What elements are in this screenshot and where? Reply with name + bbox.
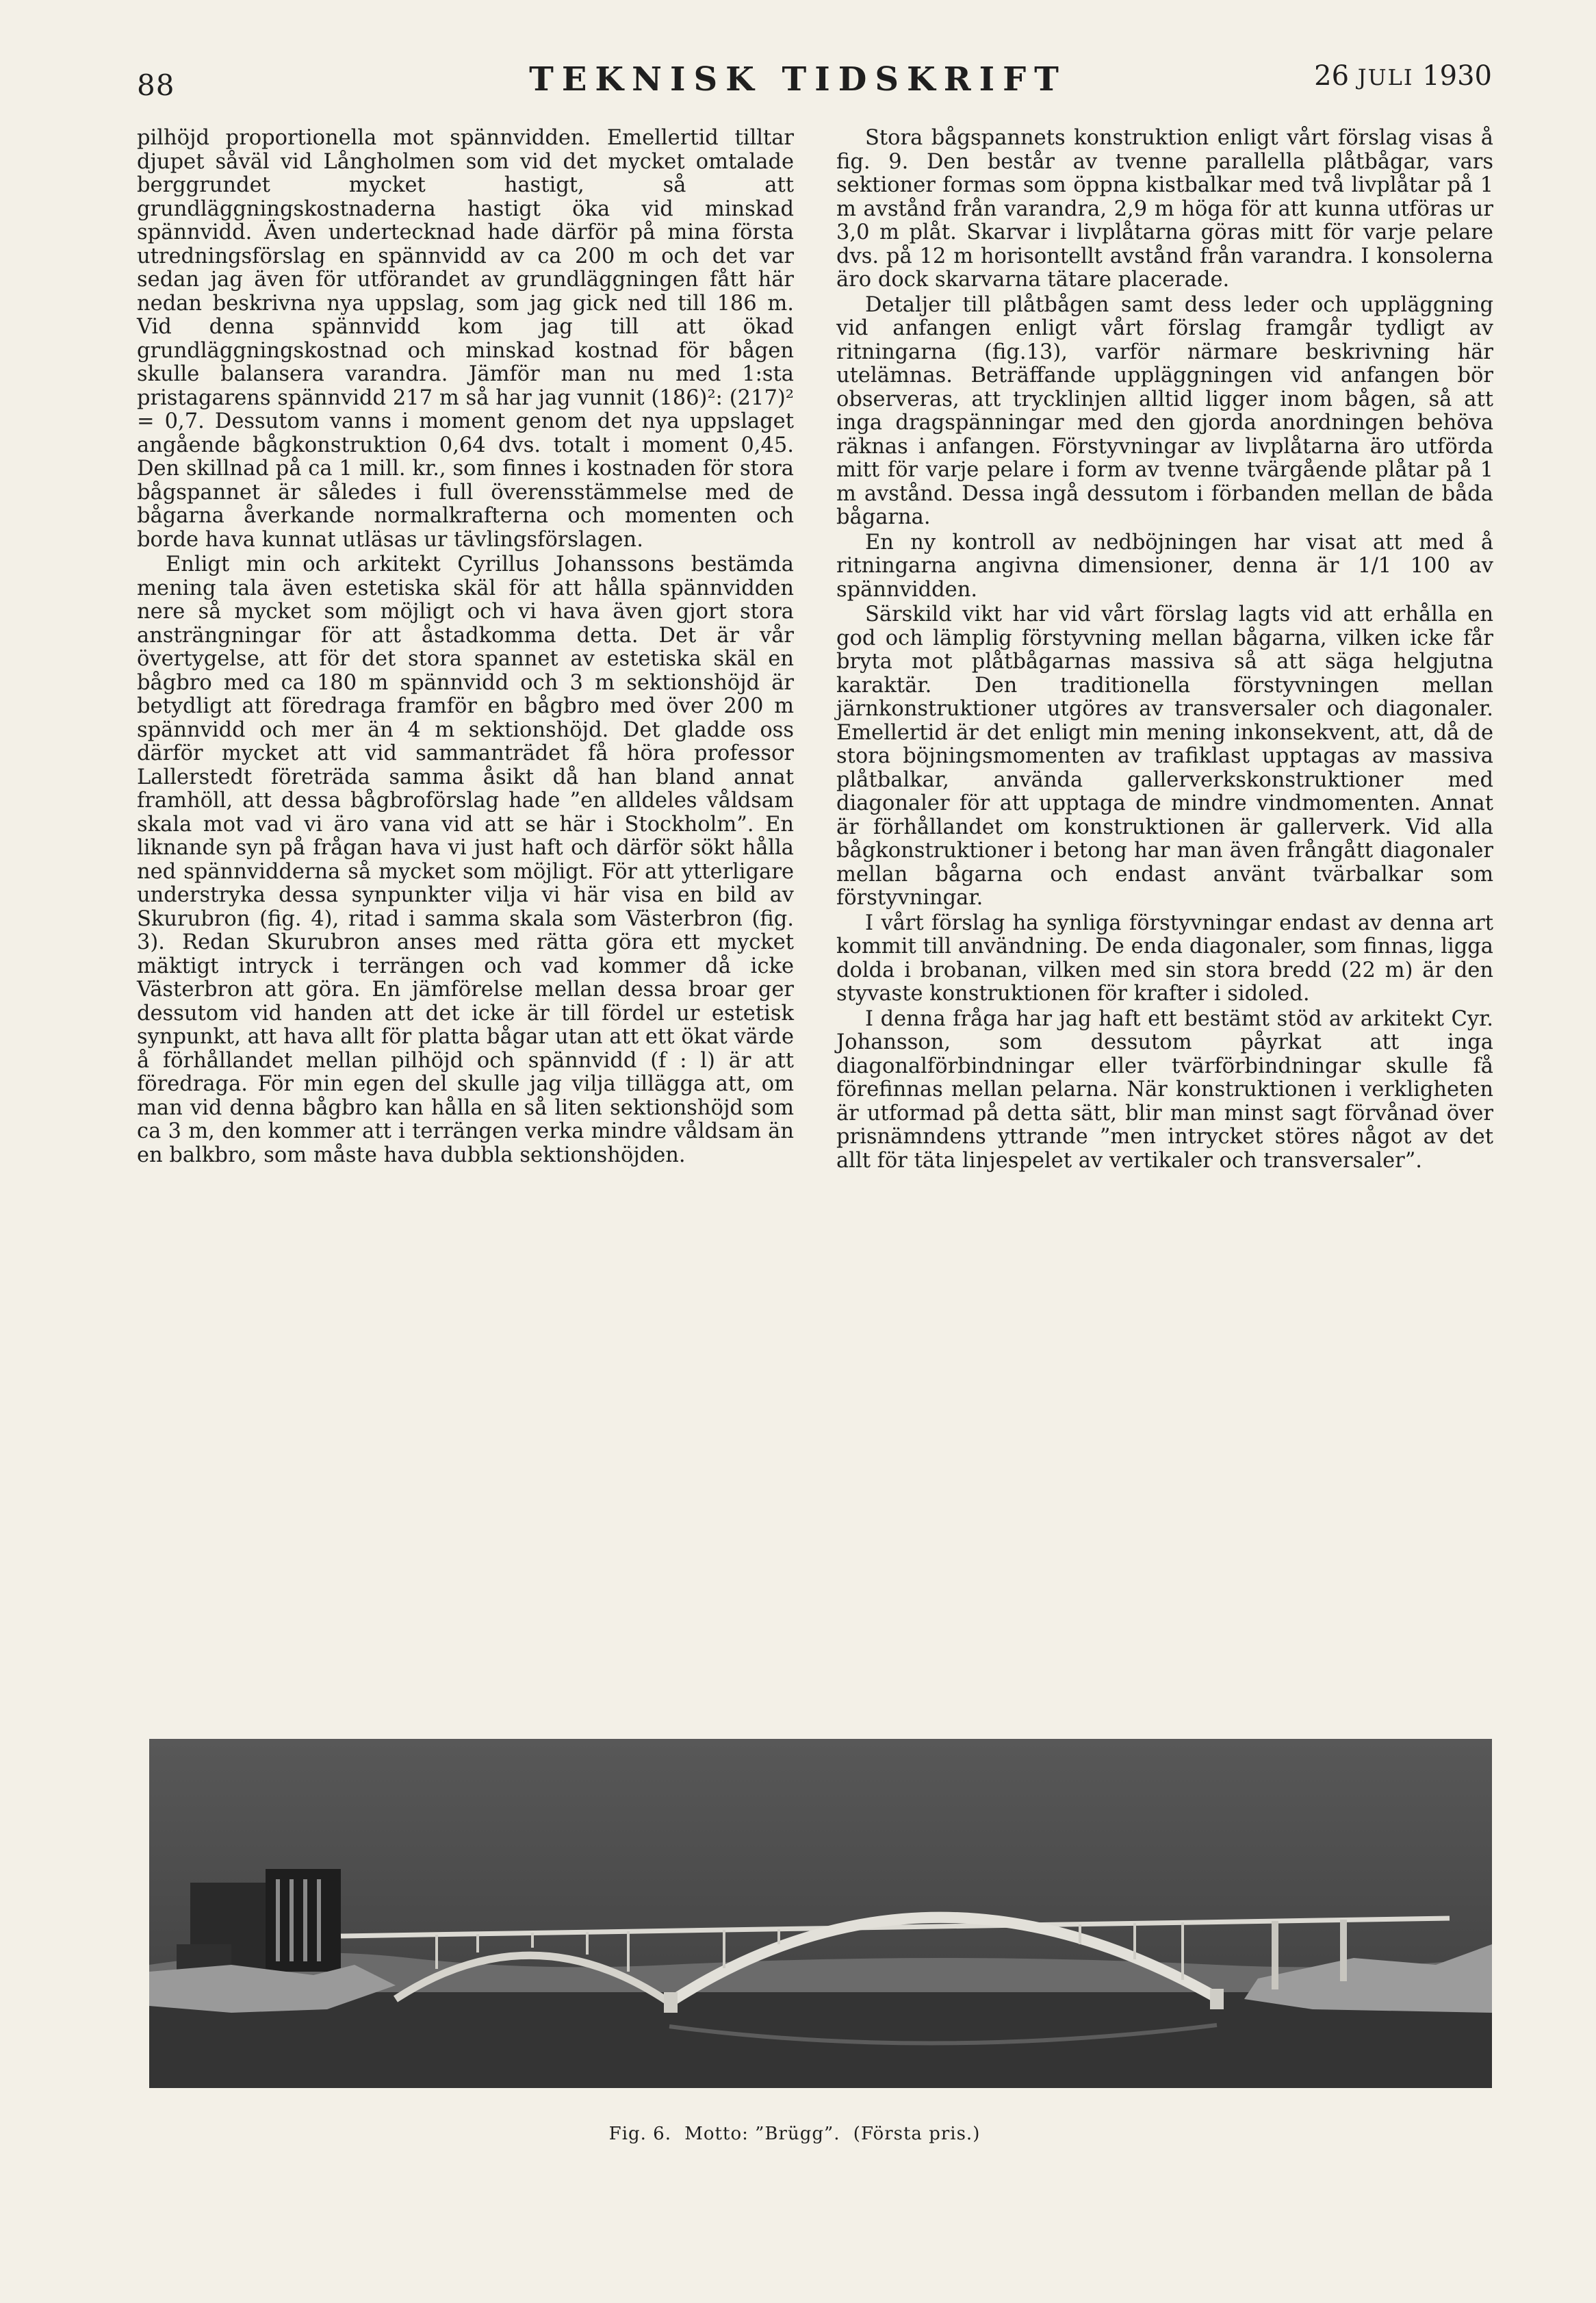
paragraph: En ny kontroll av nedböjningen har visat att med å ritningarna angivna dimensioner, denna är 1/1 100 av spännvidden. xyxy=(836,530,1493,602)
caption-note: (Första pris.) xyxy=(853,2124,981,2144)
issue-day: 26 xyxy=(1314,60,1350,92)
page-header xyxy=(0,55,1596,110)
paragraph: Detaljer till plåtbågen samt dess leder och uppläggning vid anfangen enligt vårt förslag framgår tydligt av ritningarna (fig.13), varför närmare beskrivning här utelämnas. Beträffande uppläggningen vid anfangen bör observeras, att trycklinjen alltid ligger inom bågen, så att inga dragspänningar med den gjorda anordningen behöva räknas i anfangen. Förstyvningar av livplåtarna äro utförda mitt för varje pelare i form av tvenne tvärgående plåtar på 1 m avstånd. Dessa ingå dessutom i förbanden mellan de båda bågarna. xyxy=(836,292,1493,529)
bridge-drawing xyxy=(149,1739,1492,2088)
paragraph: pilhöjd proportionella mot spännvidden. Emellertid tilltar djupet såväl vid Långholmen som vid det mycket omtalade berggrundet mycket hastigt, så att grundläggningskostnaderna hastigt öka vid minskad spännvidd. Även undertecknad hade därför på mina första utredningsförslag en spännvidd av ca 200 m och det var sedan jag även för utförandet av grundläggningen fått här nedan beskrivna nya uppslag, som jag gick ned till 186 m. Vid denna spännvidd kom jag till att ökad grundläggningskostnad och minskad kostnad för bågen skulle balansera varandra. Jämför man nu med 1:sta pristagarens spännvidd 217 m så har jag vunnit (186)²: (217)² = 0,7. Dessutom vanns i moment genom det nya uppslaget angående bågkonstruktion 0,64 dvs. totalt i moment 0,45. Den skillnad på ca 1 mill. kr., som finnes i kostnaden för stora bågspannet är således i full överensstämmelse med de bågarna åverkande normalkrafterna och momenten och borde hava kunnat utläsas ur tävlingsförslagen. xyxy=(137,126,794,552)
paragraph: Stora bågspannets konstruktion enligt vårt förslag visas å fig. 9. Den består av tvenne parallella plåtbågar, vars sektioner formas som öppna kistbalkar med två livplåtar på 1 m avstånd från varandra, 2,9 m höga för att kunna utföras ur 3,0 m plåt. Skarvar i livplåtarna göras mitt för varje pelare dvs. på 12 m horisontellt avstånd från varandra. I konsolerna äro dock skarvarna tätare placerade. xyxy=(836,126,1493,292)
paragraph: I denna fråga har jag haft ett bestämt stöd av arkitekt Cyr. Johansson, som dessutom påyrkat att inga diagonalförbindningar eller tvärförbindningar skulle få förefinnas mellan pelarna. När konstruktionen i verkligheten är utformad på detta sätt, blir man minst sagt förvånad över prisnämndens yttrande ”men intrycket störes något av det allt för täta linjespelet av vertikaler och transversaler”. xyxy=(836,1006,1493,1173)
journal-title: TEKNISK TIDSKRIFT xyxy=(529,60,1067,99)
left-column xyxy=(137,127,794,1167)
issue-month: JULI xyxy=(1357,64,1414,90)
paragraph: I vårt förslag ha synliga förstyvningar endast av denna art kommit till användning. De enda diagonaler, som finnas, ligga dolda i brobanan, vilken med sin stora bredd (22 m) är den styvaste konstruktionen för krafter i sidoled. xyxy=(836,911,1493,1006)
paragraph: Enligt min och arkitekt Cyrillus Johanssons bestämda mening tala även estetiska skäl för att hålla spännvidden nere så mycket som möjligt och vi hava även gjort stora ansträngningar för att åstadkomma detta. Det är vår övertygelse, att för det stora spannet av estetiska skäl en bågbro med ca 180 m spännvidd och 3 m sektionshöjd är betydligt att föredraga framför en bågbro med över 200 m spännvidd och mer än 4 m sektionshöjd. Det gladde oss därför mycket att vid sammanträdet få höra professor Lallerstedt företräda samma åsikt då han bland annat framhöll, att dessa bågbroförslag hade ”en alldeles våldsam skala mot vad vi äro vana vid att se här i Stockholm”. En liknande syn på frågan hava vi just haft och därför sökt hålla ned spännvidderna så mycket som möjligt. För att ytterligare understryka dessa synpunkter vilja vi här visa en bild av Skurubron (fig. 4), ritad i samma skala som Västerbron (fig. 3). Redan Skurubron anses med rätta göra ett mycket mäktigt intryck i terrängen och vad kommer då icke Västerbron att göra. En jämförelse mellan dessa broar ger dessutom vid handen att det icke är till fördel ur estetisk synpunkt, att hava allt för platta bågar utan att ett ökat värde å förhållandet mellan pilhöjd och spännvidd (f : l) är att föredraga. För min egen del skulle jag vilja tillägga att, om man vid denna bågbro kan hålla en så liten sektionshöjd som ca 3 m, den kommer att i terrängen verka mindre våldsam än en balkbro, som måste hava dubbla sektionshöjden. xyxy=(137,552,794,1167)
bridge-illustration xyxy=(149,1739,1492,2088)
paragraph: Särskild vikt har vid vårt förslag lagts vid att erhålla en god och lämplig förstyvning mellan bågarna, vilken icke får bryta mot plåtbågarnas massiva så att säga helgjutna karaktär. Den traditionella förstyvningen mellan järnkonstruktioner utgöres av transversaler och diagonaler. Emellertid är det enligt min mening inkonsekvent, att, då de stora böjningsmomenten av trafiklast upptagas av massiva plåtbalkar, använda gallerverkskonstruktioner med diagonaler för att upptaga de mindre vindmomenten. Annat är förhållandet om konstruktionen är gallerverk. Vid alla bågkonstruktioner i betong har man även frångått diagonaler mellan bågarna och endast använt tvärbalkar som förstyvningar. xyxy=(836,602,1493,910)
city-hall-building xyxy=(177,1869,341,1978)
issue-year: 1930 xyxy=(1422,60,1492,92)
page-number: 88 xyxy=(137,68,175,102)
issue-date xyxy=(1314,60,1492,92)
caption-motto: Motto: ”Brügg”. xyxy=(684,2124,840,2144)
caption-fig-number: Fig. 6. xyxy=(608,2124,671,2144)
right-column xyxy=(836,127,1493,1173)
figure-caption xyxy=(0,2124,1596,2144)
